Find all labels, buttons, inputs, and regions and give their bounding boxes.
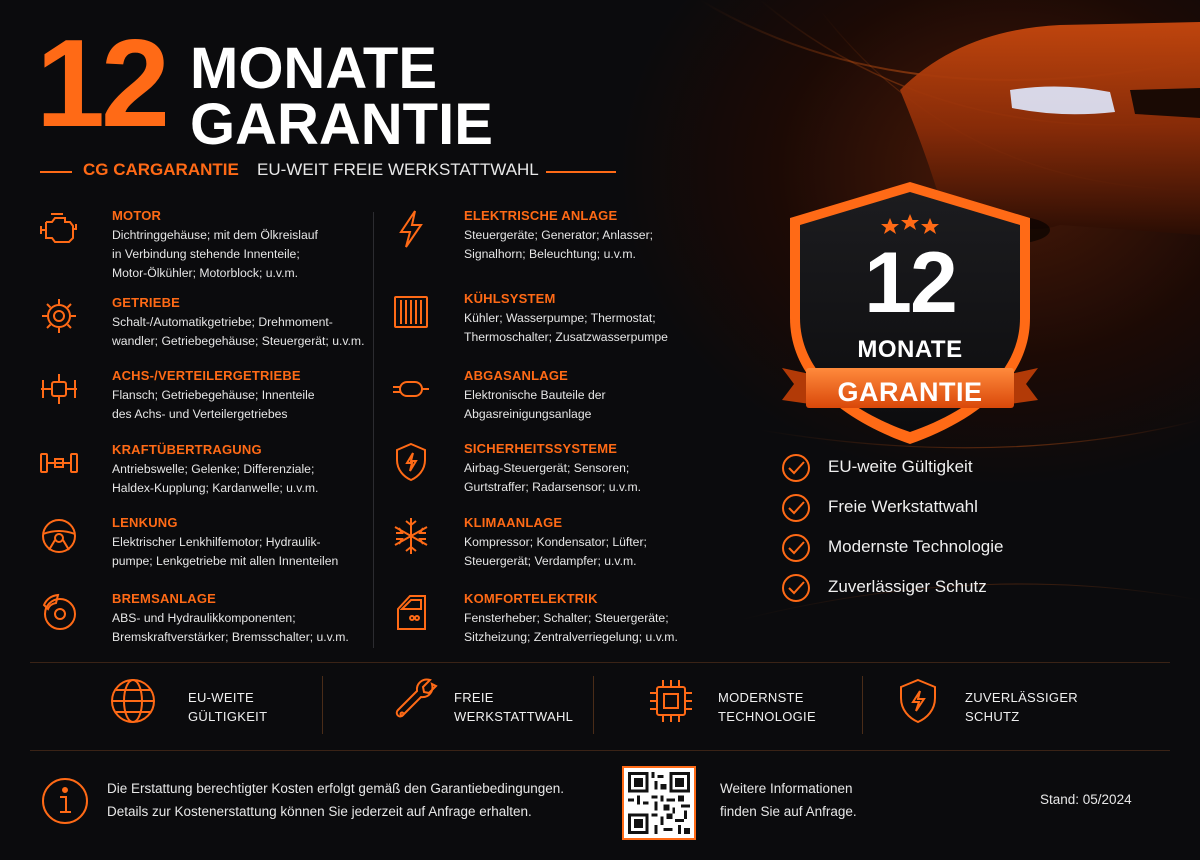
component-title: SICHERHEITSSYSTEME xyxy=(464,441,618,456)
badge-line2: GARANTIE xyxy=(837,377,983,407)
shield-lightning-icon xyxy=(390,441,432,483)
component-title: KÜHLSYSTEM xyxy=(464,291,556,306)
wrench-icon xyxy=(392,676,442,726)
more-info-line1: Weitere Informationen xyxy=(720,781,853,796)
snowflake-icon xyxy=(390,515,432,557)
component-desc: Dichtringgehäuse; mit dem Ölkreislauf in Verbindung stehende Innenteile; Motor-Ölkühler; Motorblock; u.v.m. xyxy=(112,228,318,280)
component-title: KLIMAANLAGE xyxy=(464,515,563,530)
lightning-icon xyxy=(390,208,432,250)
badge-number: 12 xyxy=(864,235,956,331)
feature-item xyxy=(893,676,1093,736)
component-desc: Fensterheber; Schalter; Steuergeräte; Sitzheizung; Zentralverriegelung; u.v.m. xyxy=(464,611,678,644)
header-line-left xyxy=(40,171,72,173)
check-circle-icon xyxy=(780,452,812,484)
car-door-icon xyxy=(390,591,432,633)
feature-label: MODERNSTE TECHNOLOGIE xyxy=(718,690,816,724)
component-desc: ABS- und Hydraulikkomponenten; Bremskraftverstärker; Bremsschalter; u.v.m. xyxy=(112,611,349,644)
checklist-item xyxy=(780,532,1100,566)
badge-line1: MONATE xyxy=(857,336,963,363)
checklist-item xyxy=(780,572,1100,606)
component-desc: Elektronische Bauteile der Abgasreinigungsanlage xyxy=(464,388,606,421)
component-title: GETRIEBE xyxy=(112,295,181,310)
component-title: ABGASANLAGE xyxy=(464,368,569,383)
checklist-item xyxy=(780,452,1100,486)
header-line-right xyxy=(546,171,616,173)
band-divider-bottom xyxy=(30,750,1170,751)
checklist-label: Modernste Technologie xyxy=(828,537,1004,556)
gear-icon xyxy=(38,295,80,337)
header-number: 12 xyxy=(36,15,166,153)
check-circle-icon xyxy=(780,492,812,524)
header-tagline: EU-WEIT FREIE WERKSTATTWAHL xyxy=(257,160,539,179)
component-desc: Airbag-Steuergerät; Sensoren; Gurtstraffer; Radarsensor; u.v.m. xyxy=(464,461,642,494)
component-title: KRAFTÜBERTRAGUNG xyxy=(112,442,262,457)
component-title: LENKUNG xyxy=(112,515,178,530)
feature-label: FREIE WERKSTATTWAHL xyxy=(454,690,574,724)
feature-item xyxy=(392,676,592,736)
component-title: KOMFORTELEKTRIK xyxy=(464,591,598,606)
feature-item xyxy=(108,676,328,736)
component-title: ACHS-/VERTEILERGETRIEBE xyxy=(112,368,301,383)
component-desc: Antriebswelle; Gelenke; Differenziale; Haldex-Kupplung; Kardanwelle; u.v.m. xyxy=(112,462,319,495)
component-title: MOTOR xyxy=(112,208,162,223)
checklist-label: EU-weite Gültigkeit xyxy=(828,457,973,476)
band-divider-top xyxy=(30,662,1170,663)
feature-divider xyxy=(322,676,323,734)
component-desc: Steuergeräte; Generator; Anlasser; Signalhorn; Beleuchtung; u.v.m. xyxy=(464,228,654,261)
qr-code-icon xyxy=(628,772,690,834)
component-desc: Schalt-/Automatikgetriebe; Drehmoment- wandler; Getriebegehäuse; Steuergerät; u.v.m. xyxy=(112,315,365,348)
exhaust-icon xyxy=(390,368,432,410)
axle-distributor-icon xyxy=(38,368,80,410)
stand-date: Stand: 05/2024 xyxy=(1040,792,1132,807)
component-desc: Elektrischer Lenkhilfemotor; Hydraulik- pumpe; Lenkgetriebe mit allen Innenteilen xyxy=(112,535,339,568)
chip-icon xyxy=(646,676,696,726)
qr-code[interactable] xyxy=(622,766,696,840)
engine-icon xyxy=(38,208,80,250)
feature-divider xyxy=(593,676,594,734)
steering-wheel-icon xyxy=(38,515,80,557)
component-desc: Flansch; Getriebegehäuse; Innenteile des Achs- und Verteilergetriebes xyxy=(112,388,315,421)
info-icon xyxy=(40,776,90,826)
feature-item xyxy=(646,676,846,736)
checklist-label: Zuverlässiger Schutz xyxy=(828,577,987,596)
check-circle-icon xyxy=(780,572,812,604)
globe-icon xyxy=(108,676,158,726)
footer-text-line1: Die Erstattung berechtigter Kosten erfolgt gemäß den Garantiebedingungen. xyxy=(107,781,565,796)
check-circle-icon xyxy=(780,532,812,564)
radiator-icon xyxy=(390,291,432,333)
feature-label: ZUVERLÄSSIGER SCHUTZ xyxy=(965,690,1078,724)
footer-text-line2: Details zur Kostenerstattung können Sie jederzeit auf Anfrage erhalten. xyxy=(107,804,532,819)
component-desc: Kühler; Wasserpumpe; Thermostat; Thermoschalter; Zusatzwasserpumpe xyxy=(464,311,668,344)
component-title: BREMSANLAGE xyxy=(112,591,217,606)
feature-divider xyxy=(862,676,863,734)
header-title-line2: GARANTIE xyxy=(190,92,493,157)
column-divider xyxy=(373,212,374,648)
more-info-line2: finden Sie auf Anfrage. xyxy=(720,804,857,819)
component-desc: Kompressor; Kondensator; Lüfter; Steuergerät; Verdampfer; u.v.m. xyxy=(464,535,647,568)
drivetrain-icon xyxy=(38,442,80,484)
checklist-item xyxy=(780,492,1100,526)
shield-icon xyxy=(893,676,943,726)
checklist-label: Freie Werkstattwahl xyxy=(828,497,978,516)
feature-label: EU-WEITE GÜLTIGKEIT xyxy=(188,690,268,724)
header-brand: CG CARGARANTIE xyxy=(83,160,239,179)
brake-disc-icon xyxy=(38,591,80,633)
component-title: ELEKTRISCHE ANLAGE xyxy=(464,208,618,223)
header-title-line1: MONATE xyxy=(190,36,438,101)
